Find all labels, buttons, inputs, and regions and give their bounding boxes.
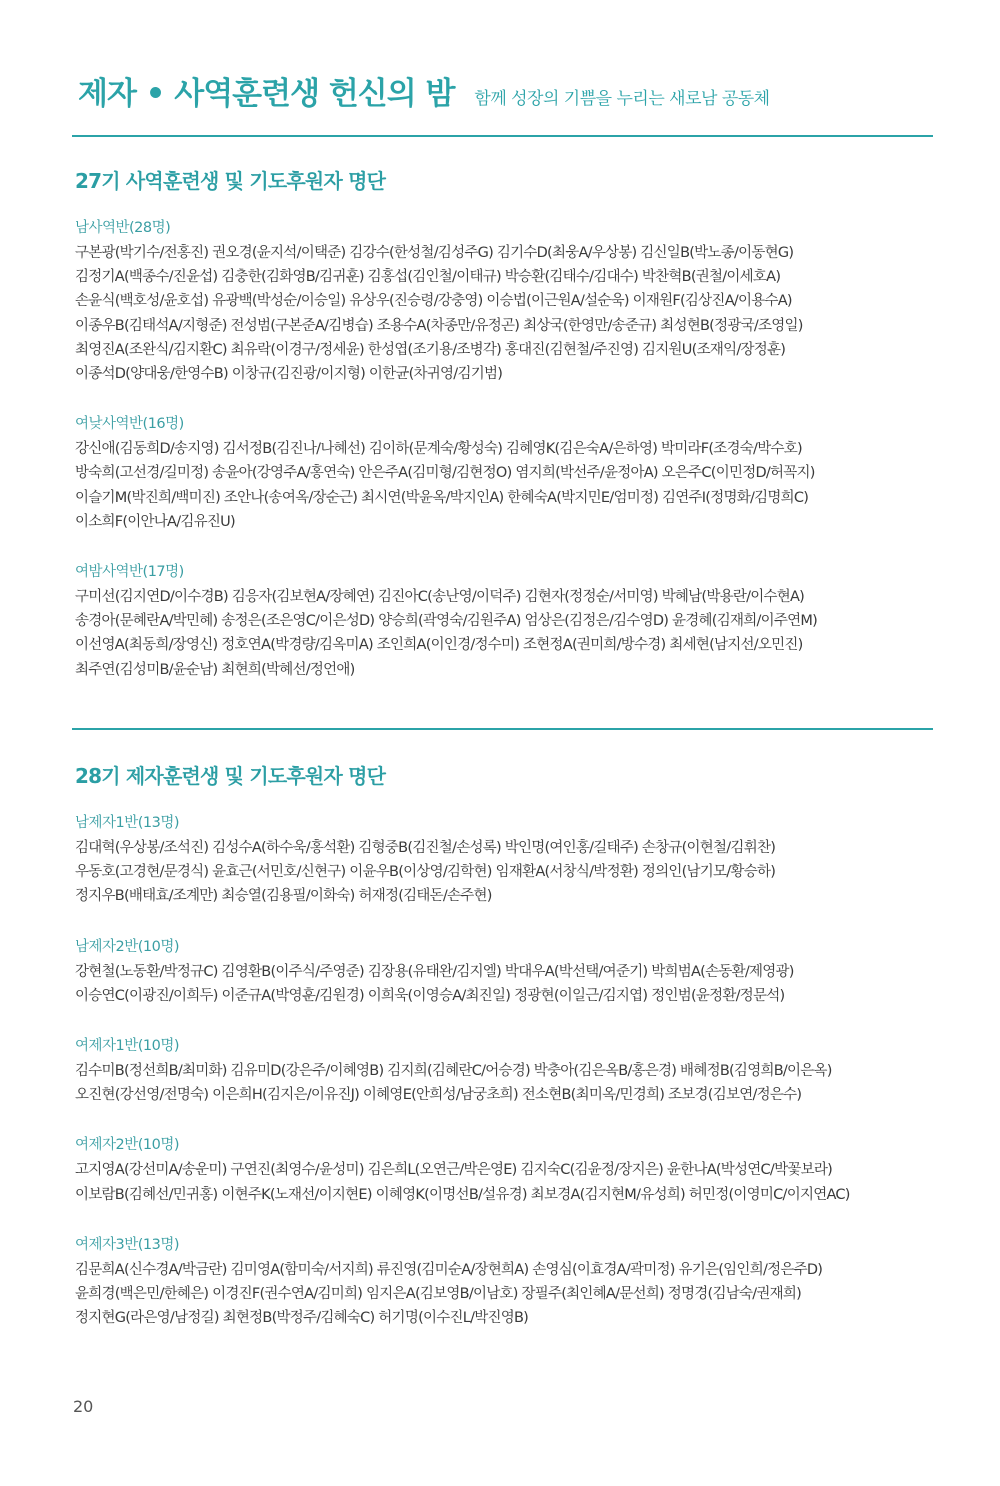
name-line: 구미선(김지연D/이수경B) 김응자(김보현A/장혜연) 김진아C(송난영/이덕주) 김현자(정정순/서미영) 박혜남(박용란/이수현A) xyxy=(75,589,805,606)
name-line: 이보람B(김혜선/민귀홍) 이현주K(노재선/이지현E) 이혜영K(이명선B/설유경) 최보경A(김지현M/유성희) 허민정(이영미C/이지연AC) xyxy=(75,1186,850,1203)
name-line: 김정기A(백종수/진윤섭) 김충한(김화영B/김귀훈) 김홍섭(김인철/이태규) 박승환(김태수/김대수) 박찬혁B(권철/이세호A) xyxy=(75,269,781,286)
section-title: 28기 제자훈련생 및 기도후원자 명단 xyxy=(75,764,386,788)
group-women-night-ministry xyxy=(75,560,945,682)
name-line: 김대혁(우상봉/조석진) 김성수A(하수욱/홍석환) 김형중B(김진철/손성록) 박인명(여인홍/길태주) 손창규(이현철/김휘찬) xyxy=(75,840,776,856)
group-title: 남제자1반(13명) xyxy=(75,815,180,831)
name-line: 고지영A(강선미A/송운미) 구연진(최영수/윤성미) 김은희L(오연근/박은영E) 김지숙C(김윤정/장지은) 윤한나A(박성연C/박꽃보라) xyxy=(75,1162,832,1179)
group-title: 여제자3반(13명) xyxy=(75,1236,180,1253)
name-line: 방숙희(고선경/길미정) 송윤아(강영주A/홍연숙) 안은주A(김미형/김현정O) 염지희(박선주/윤정아A) 오은주C(이민정D/허꼭지) xyxy=(75,465,815,482)
group-women-disciple-1 xyxy=(75,1034,945,1107)
name-line: 손윤식(백호성/윤호섭) 유광백(박성순/이승일) 유상우(진승령/강충영) 이승법(이근원A/설순욱) 이재원F(김상진A/이용수A) xyxy=(75,293,792,310)
group-women-day-ministry xyxy=(75,412,945,534)
page-title: 제자 • 사역훈련생 헌신의 밤 xyxy=(78,76,455,112)
section-title: 27기 사역훈련생 및 기도후원자 명단 xyxy=(75,169,386,193)
page-subtitle: 함께 성장의 기쁨을 누리는 새로남 공동체 xyxy=(474,89,770,109)
group-women-disciple-3 xyxy=(75,1233,945,1331)
name-line: 이종우B(김태석A/지형준) 전성범(구본준A/김병습) 조용수A(차종만/유정곤) 최상국(한영만/송준규) 최성현B(정광국/조영일) xyxy=(75,317,803,334)
divider xyxy=(72,728,933,730)
name-line: 우동호(고경현/문경식) 윤효근(서민호/신현구) 이윤우B(이상영/김학현) 임재환A(서창식/박정환) 정의인(남기모/황승하) xyxy=(75,864,776,881)
group-men-disciple-2 xyxy=(75,935,945,1008)
name-line: 강신애(김동희D/송지영) 김서정B(김진나/나혜선) 김이하(문계숙/황성숙) 김혜영K(김은숙A/은하영) 박미라F(조경숙/박수호) xyxy=(75,441,802,458)
group-men-ministry xyxy=(75,216,945,386)
section-27 xyxy=(75,165,945,708)
group-title: 남사역반(28명) xyxy=(75,220,171,236)
group-title: 남제자2반(10명) xyxy=(75,938,180,955)
name-line: 구본광(박기수/전홍진) 권오경(윤지석/이택준) 김강수(한성철/김성주G) 김기수D(최웅A/우상봉) 김신일B(박노종/이동현G) xyxy=(75,245,794,261)
name-line: 오진현(강선영/전명숙) 이은희H(김지은/이유진J) 이혜영E(안희성/남궁초희) 전소현B(최미옥/민경희) 조보경(김보연/정은수) xyxy=(75,1087,802,1104)
name-line: 정지우B(배태효/조계만) 최승열(김용필/이화숙) 허재정(김태돈/손주현) xyxy=(75,888,492,905)
name-line: 이소희F(이안나A/김유진U) xyxy=(75,513,235,530)
group-men-disciple-1 xyxy=(75,811,945,909)
page-number: 20 xyxy=(73,1397,94,1416)
name-line: 이선영A(최동희/장영신) 정호연A(박경량/김옥미A) 조인희A(이인경/정수미) 조현정A(권미희/방수경) 최세현(남지선/오민진) xyxy=(75,637,803,654)
page-header xyxy=(78,68,770,113)
name-line: 이종석D(양대웅/한영수B) 이창규(김진광/이지형) 이한균(차귀영/김기범) xyxy=(75,366,503,383)
group-title: 여제자2반(10명) xyxy=(75,1137,180,1154)
name-line: 김수미B(정선희B/최미화) 김유미D(강은주/이혜영B) 김지희(김혜란C/어승경) 박충아(김은옥B/홍은경) 배혜정B(김영희B/이은옥) xyxy=(75,1063,832,1080)
group-title: 여제자1반(10명) xyxy=(75,1038,180,1055)
divider xyxy=(72,135,933,137)
name-line: 강현철(노동환/박정규C) 김영환B(이주식/주영준) 김장용(유태완/김지엘) 박대우A(박선택/여준기) 박희범A(손동환/제영광) xyxy=(75,963,794,980)
group-title: 여낮사역반(16명) xyxy=(75,416,184,433)
name-line: 윤희경(백은민/한혜은) 이경진F(권수연A/김미희) 임지은A(김보영B/이남호) 장필주(최인혜A/문선희) 정명경(김남숙/권재희) xyxy=(75,1286,802,1303)
group-women-disciple-2 xyxy=(75,1133,945,1206)
name-line: 정지현G(라은영/남정길) 최현정B(박정주/김혜숙C) 허기명(이수진L/박진영B) xyxy=(75,1310,529,1327)
name-line: 이슬기M(박진희/백미진) 조안나(송여옥/장순근) 최시연(박윤옥/박지인A) 한혜숙A(박지민E/엄미정) 김연주I(정명화/김명희C) xyxy=(75,489,809,506)
section-28 xyxy=(75,760,945,1356)
name-line: 김문희A(신수경A/박금란) 김미영A(함미숙/서지희) 류진영(김미순A/장현희A) 손영심(이효경A/곽미정) 유기은(임인희/정은주D) xyxy=(75,1261,823,1278)
name-line: 송경아(문혜란A/박민혜) 송정은(조은영C/이은성D) 양승희(곽영숙/김원주A) 엄상은(김정은/김수영D) 윤경혜(김재희/이주연M) xyxy=(75,613,818,630)
name-line: 이승연C(이광진/이희두) 이준규A(박영훈/김원경) 이희욱(이영승A/최진일) 정광현(이일근/김지엽) 정인범(윤정환/정문석) xyxy=(75,987,785,1004)
name-line: 최영진A(조완식/김지환C) 최유락(이경구/정세윤) 한성엽(조기용/조병각) 홍대진(김현철/주진영) 김지원U(조재익/장정훈) xyxy=(75,341,786,358)
name-line: 최주연(김성미B/윤순남) 최현희(박혜선/정언애) xyxy=(75,661,355,678)
group-title: 여밤사역반(17명) xyxy=(75,564,184,581)
